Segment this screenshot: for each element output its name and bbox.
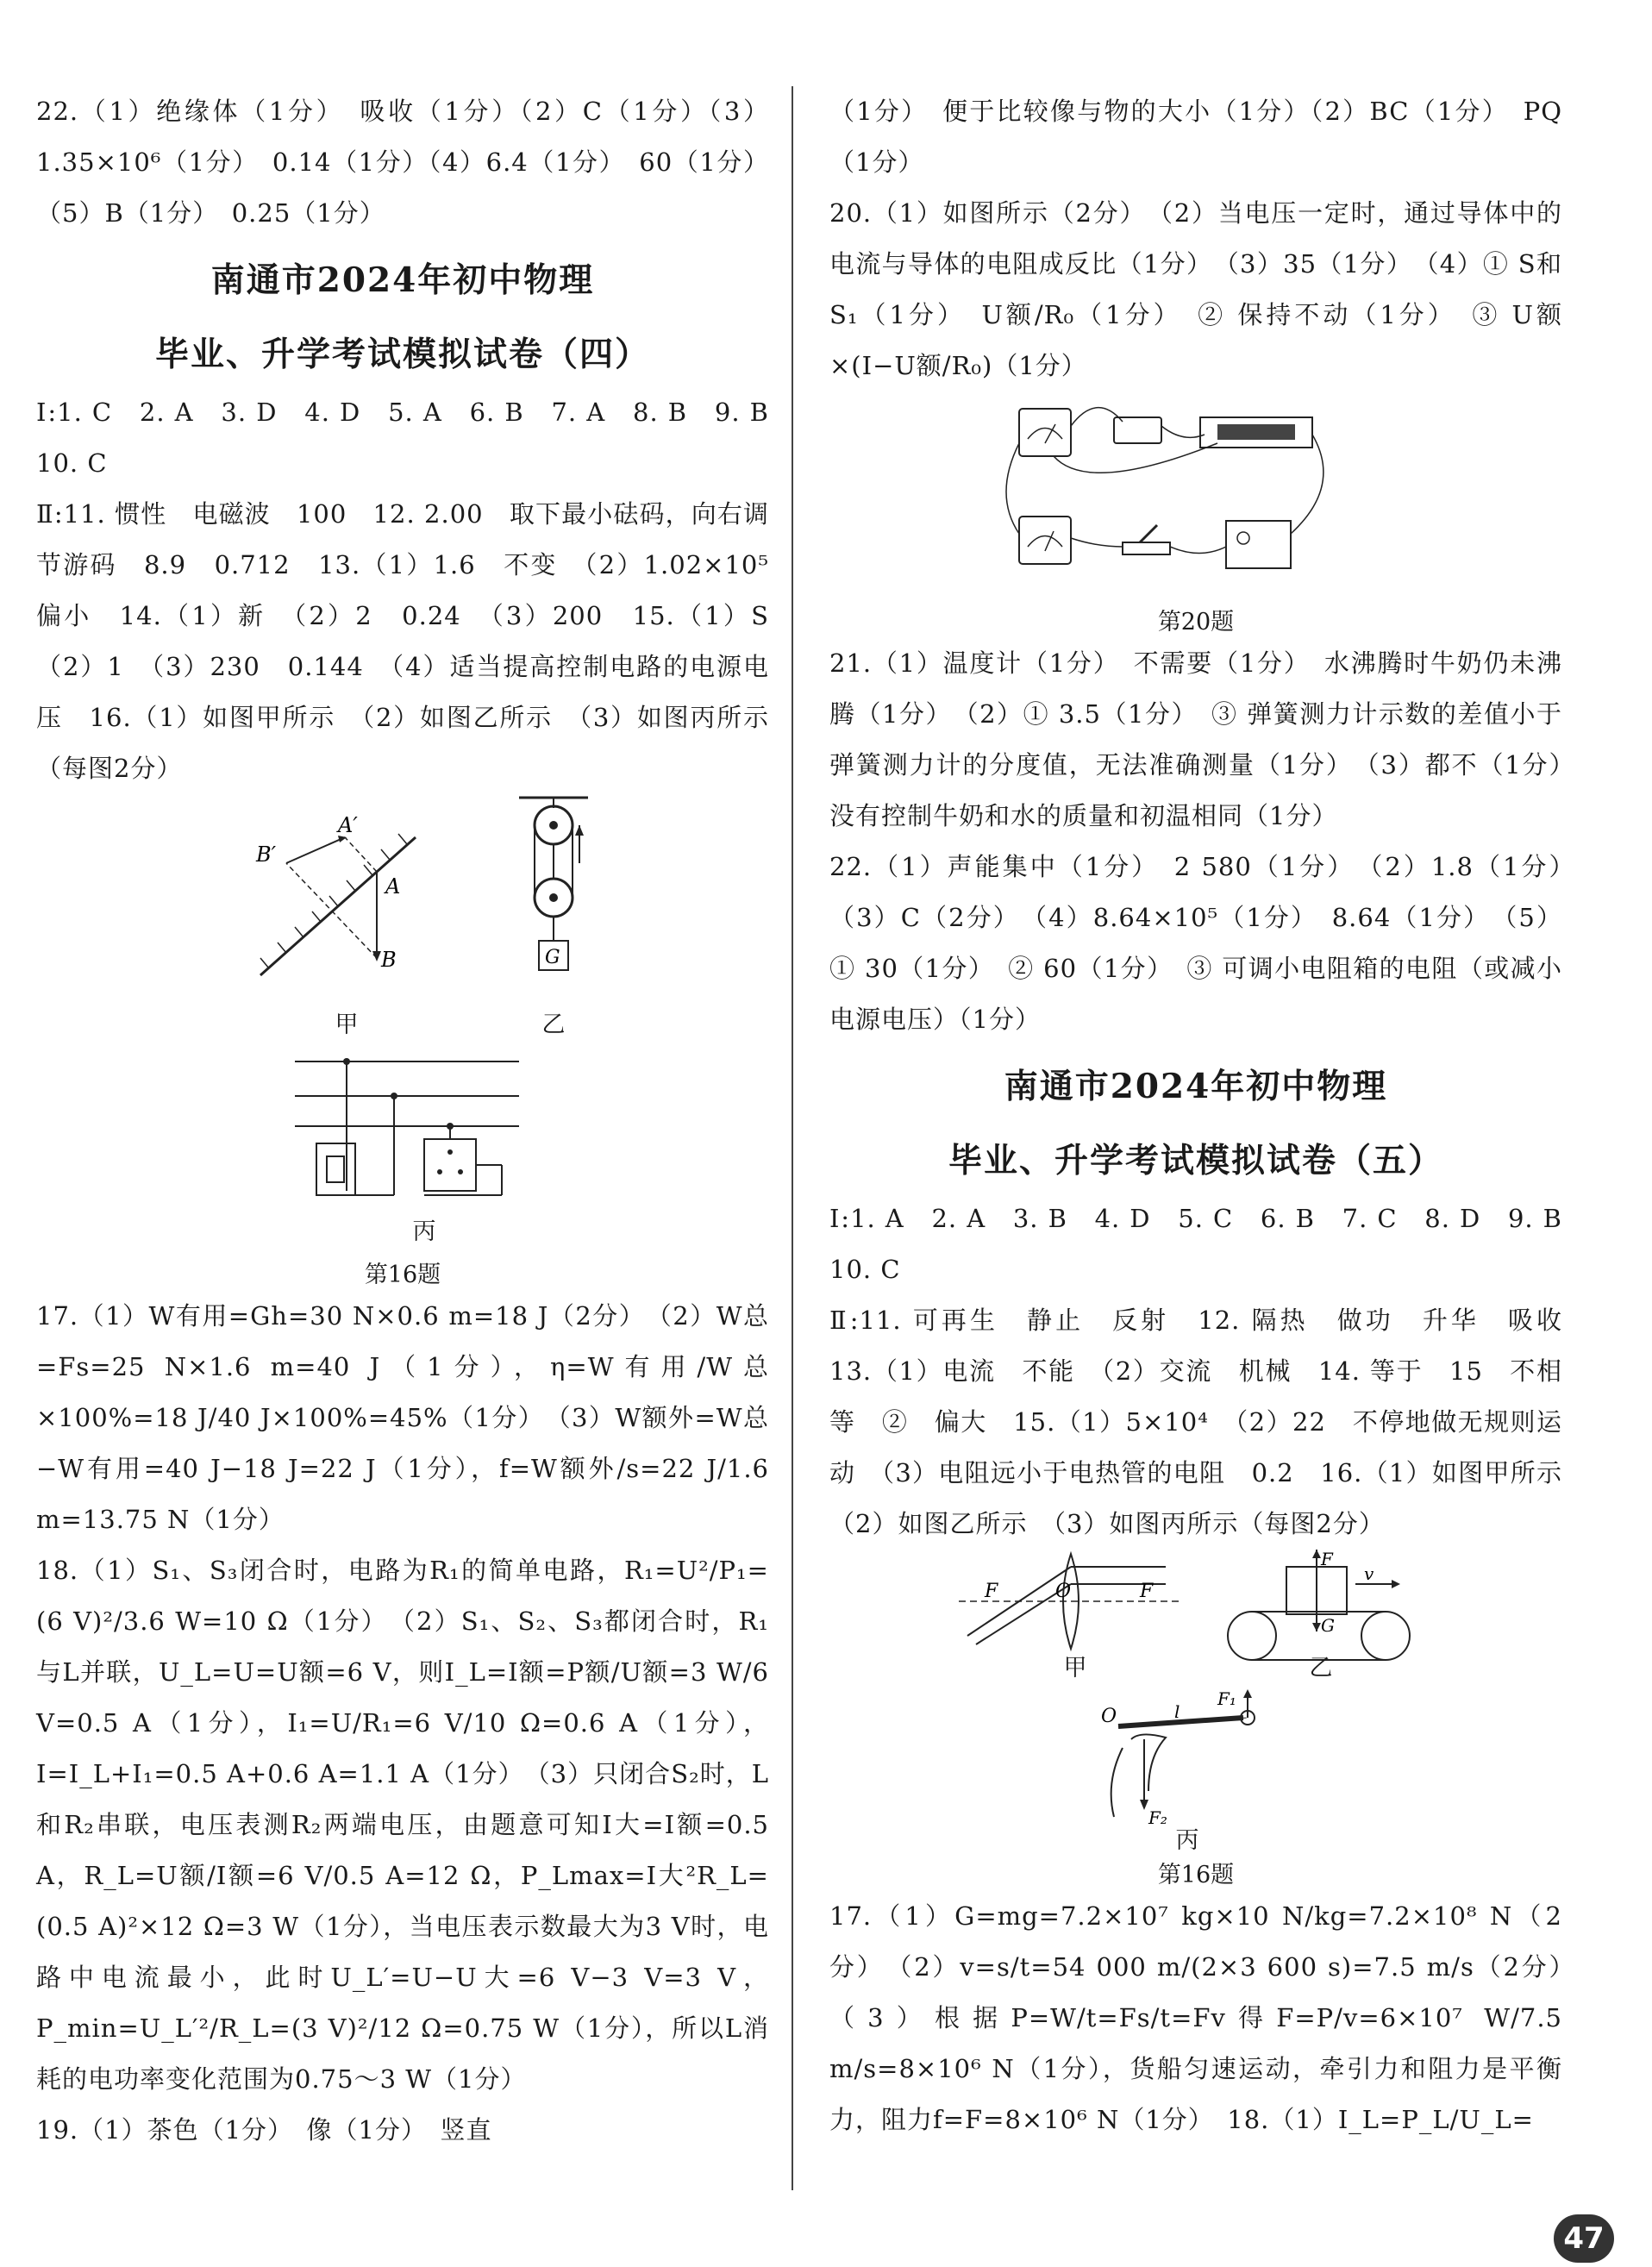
svg-text:v: v [1364, 1563, 1374, 1584]
exam5-figure-bing [829, 1688, 1562, 1860]
fig16-caption-exam4: 第16题 [364, 1262, 441, 1288]
exam4-figure-bing [36, 1044, 769, 1260]
circuit-experiment-figure [1002, 391, 1347, 598]
exam4-answer-q19-end: （1分） 便于比较像与物的大小（1分）（2）BC（1分） PQ（1分） [829, 97, 1562, 177]
conveyor-figure [1226, 1550, 1416, 1662]
mirror-reflection-figure [252, 803, 450, 1010]
exam4-answer-q17: 17.（1）W有用=Gh=30 N×0.6 m=18 J（2分） （2）W总=Fs=25 N×1.6 m=40 J（1分），η=W有用/W总×100%=18 J/40 J×100%=45%（1分） （3）W额外=W总−W有用=40 J−18 J=22 J（1分），f=W额外/s=22 J/1.6 m=13.75 N（1分） [36, 1301, 769, 1534]
fig20-caption: 第20题 [1157, 609, 1235, 636]
fig-label-bing: 丙 [412, 1218, 436, 1245]
exam4-title-line1: 南通市2024年初中物理 [210, 260, 595, 300]
fig16-caption-exam5: 第16题 [1157, 1862, 1235, 1888]
fig-label-jia-exam5: 甲 [1063, 1655, 1087, 1681]
svg-text:F₂: F₂ [1148, 1807, 1167, 1828]
svg-text:G: G [545, 947, 560, 968]
exam5-part2-answers: Ⅱ:11. 可再生 静止 反射 12. 隔热 做功 升华 吸收 13.（1）电流 不能 （2）交流 机械 14. 等于 15 不相等 ② 偏大 15.（1）5×10⁴ （2）22 不停地做无规则运动 （3）电阻远小于电热管的电阻 0.2 16.（1）如图甲所示 （2）如图乙所示 （3）如图丙所示（每图2分） [829, 1306, 1589, 1538]
exam4-part2-answers: Ⅱ:11. 惯性 电磁波 100 12. 2.00 取下最小砝码，向右调节游码 8.9 0.712 13.（1）1.6 不变 （2）1.02×10⁵ 偏小 14.（1）新 （2）2 0.24 （3）200 15.（1）S （2）1 （3）230 0.144 （4）适当提高控制电路的电源电压 16.（1）如图甲所示 （2）如图乙所示 （3）如图丙所示（每图2分） [36, 499, 796, 783]
exam5-figures-jia-yi [829, 1550, 1562, 1688]
svg-text:A′: A′ [338, 813, 358, 837]
household-circuit-figure [295, 1044, 554, 1217]
exam4-answer-q18: 18.（1）S₁、S₃闭合时，电路为R₁的简单电路，R₁=U²/P₁=(6 V)²/3.6 W=10 Ω（1分） （2）S₁、S₂、S₃都闭合时，R₁与L并联，U_L=U=U额=6 V，则I_L=I额=P额/U额=3 W/6 V=0.5 A（1分），I₁=U/R₁=6 V/10 Ω=0.6 A（1分），I=I_L+I₁=0.5 A+0.6 A=1.1 A（1分） （3）只闭合S₂时，L和R₂串联，电压表测R₂两端电压，由题意可知I大=I额=0.5 A，R_L=U额/I额=6 V/0.5 A=12 Ω，P_Lmax=I大²R_L=(0.5 A)²×12 Ω=3 W（1分），当电压表示数最大为3 V时，电路中电流最小，此时U_L′=U−U大=6 V−3 V=3 V，P_min=U_L′²/R_L=(3 V)²/12 Ω=0.75 W（1分），所以L消耗的电功率变化范围为0.75～3 W（1分） [36, 1556, 769, 2094]
svg-text:O: O [1055, 1581, 1072, 1602]
svg-text:A: A [385, 874, 401, 899]
exam4-part1-answers: Ⅰ:1. C 2. A 3. D 4. D 5. A 6. B 7. A 8. B 9. B 10. C [36, 398, 796, 478]
left-column [36, 86, 796, 2156]
svg-text:F: F [1321, 1550, 1333, 1569]
svg-text:G: G [1321, 1615, 1335, 1636]
exam4-title-line2: 毕业、升学考试模拟试卷（四） [154, 335, 650, 374]
svg-text:B: B [381, 948, 397, 972]
answer-q22-exam3: 22.（1）绝缘体（1分） 吸收（1分）（2）C（1分）（3）1.35×10⁶（1分） 0.14（1分）（4）6.4（1分） 60（1分）（5）B（1分） 0.25（1分） [36, 97, 769, 228]
svg-text:F: F [985, 1581, 998, 1602]
lens-figure [959, 1550, 1183, 1653]
svg-text:O: O [1101, 1706, 1117, 1727]
exam4-figures-jia-yi [36, 794, 769, 1044]
fig-label-yi-exam5: 乙 [1309, 1655, 1333, 1681]
right-column [829, 86, 1589, 2145]
pulley-figure [510, 794, 597, 1010]
svg-text:F₁: F₁ [1217, 1688, 1236, 1709]
exam5-title-line2: 毕业、升学考试模拟试卷（五） [948, 1141, 1443, 1180]
svg-text:F: F [1140, 1581, 1154, 1602]
page-number-badge: 47 [1554, 2214, 1614, 2263]
svg-text:l: l [1174, 1701, 1180, 1722]
lever-figure [1097, 1688, 1269, 1834]
exam4-answer-q22: 22.（1）声能集中（1分） 2 580（1分） （2）1.8（1分） （3）C（2分） （4）8.64×10⁵（1分） 8.64（1分） （5）① 30（1分） ② 60（1分） ③ 可调小电阻箱的电阻（或减小电源电压）（1分） [829, 852, 1589, 1034]
exam5-answer-q17-q18: 17.（1）G=mg=7.2×10⁷ kg×10 N/kg=7.2×10⁸ N（2分） （2）v=s/t=54 000 m/(2×3 600 s)=7.5 m/s（2分） （3）根据P=W/t=Fs/t=Fv得F=P/v=6×10⁷ W/7.5 m/s=8×10⁶ N（1分），货船匀速运动，牵引力和阻力是平衡力，阻力f=F=8×10⁶ N（1分） 18.（1）I_L=P_L/U_L= [829, 1901, 1589, 2134]
svg-text:B′: B′ [256, 842, 277, 867]
fig-label-yi: 乙 [541, 1011, 566, 1038]
exam4-answer-q21: 21.（1）温度计（1分） 不需要（1分） 水沸腾时牛奶仍未沸腾（1分） （2）① 3.5（1分） ③ 弹簧测力计示数的差值小于弹簧测力计的分度值，无法准确测量（1分） （3）都不（1分） 没有控制牛奶和水的质量和初温相同（1分） [829, 648, 1589, 830]
exam5-part1-answers: Ⅰ:1. A 2. A 3. B 4. D 5. C 6. B 7. C 8. D 9. B 10. C [829, 1204, 1589, 1284]
exam4-answer-q20: 20.（1）如图所示（2分） （2）当电压一定时，通过导体中的电流与导体的电阻成反比（1分） （3）35（1分） （4）① S和S₁（1分） U额/R₀（1分） ② 保持不动（1分） ③ U额×(I−U额/R₀)（1分） [829, 198, 1562, 380]
fig-label-bing-exam5: 丙 [1175, 1827, 1199, 1854]
fig-label-jia: 甲 [335, 1011, 359, 1038]
exam4-answer-q19-start: 19.（1）茶色（1分） 像（1分） 竖直 [36, 2115, 492, 2145]
exam4-figure-20 [829, 391, 1562, 607]
exam5-title-line1: 南通市2024年初中物理 [1004, 1067, 1388, 1106]
